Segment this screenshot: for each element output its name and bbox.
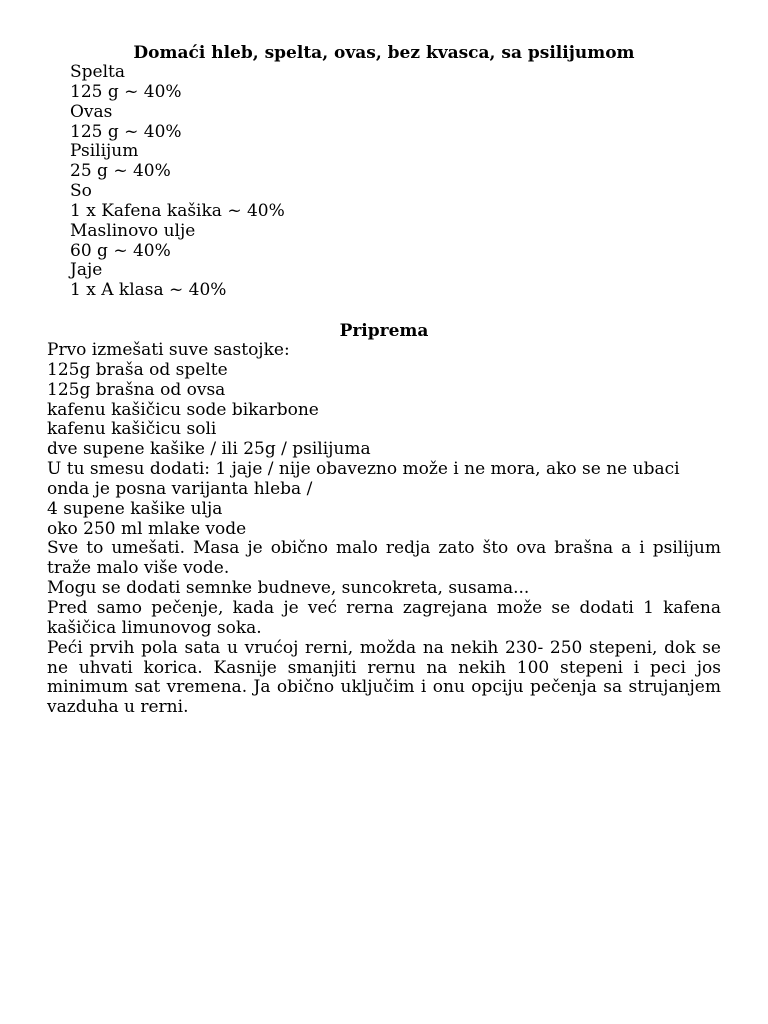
preparation-line: 125g braša od spelte [47,359,228,380]
ingredient-amount: 1 x Kafena kašika ~ 40% [70,200,285,221]
ingredient-amount: 125 g ~ 40% [70,121,182,142]
preparation-heading: Priprema [339,321,429,341]
preparation-line: kafenu kašičicu soli [47,419,217,440]
ingredient-list [70,63,670,301]
preparation-line: 125g brašna od ovsa [47,379,226,400]
preparation-line: Prvo izmešati suve sastojke: [47,340,290,360]
preparation-paragraph: Pred samo pečenje, kada je već rerna zagrejana može se dodati 1 kafena kašičica limunovog soka. [47,597,721,638]
ingredient-amount: 25 g ~ 40% [70,161,171,182]
ingredient-name: Jaje [70,260,103,281]
recipe-title: Domaći hleb, spelta, ovas, bez kvasca, sa psilijumom [133,43,635,63]
ingredient-name: Maslinovo ulje [70,220,196,241]
ingredient-name: So [70,181,92,202]
preparation-line: dve supene kašike / ili 25g / psilijuma [47,439,371,460]
preparation-line: 4 supene kašike ulja [47,498,223,519]
preparation-paragraph: Sve to umešati. Masa je obično malo redja zato što ova brašna a i psilijum traže malo više vode. [47,538,721,579]
preparation-line: Mogu se dodati semnke budneve, suncokreta, susama... [47,578,530,599]
ingredient-name: Ovas [70,101,113,122]
ingredient-amount: 125 g ~ 40% [70,81,182,102]
preparation-line: oko 250 ml mlake vode [47,518,247,539]
preparation-body [47,341,721,718]
preparation-paragraph: U tu smesu dodati: 1 jaje / nije obavezno može i ne mora, ako se ne ubaci onda je posna varijanta hleba / [47,459,680,499]
ingredient-amount: 60 g ~ 40% [70,240,171,261]
ingredient-amount: 1 x A klasa ~ 40% [70,280,227,301]
preparation-line: kafenu kašičicu sode bikarbone [47,399,319,420]
ingredient-name: Spelta [70,62,125,82]
preparation-paragraph: Peći prvih pola sata u vrućoj rerni, možda na nekih 230- 250 stepeni, dok se ne uhvati korica. Kasnije smanjiti rernu na nekih 100 stepeni i peci jos minimum sat vremena. Ja obično uključim i onu opciju pečenja sa strujanjem vazduha u rerni. [47,637,721,718]
ingredient-name: Psilijum [70,141,139,162]
